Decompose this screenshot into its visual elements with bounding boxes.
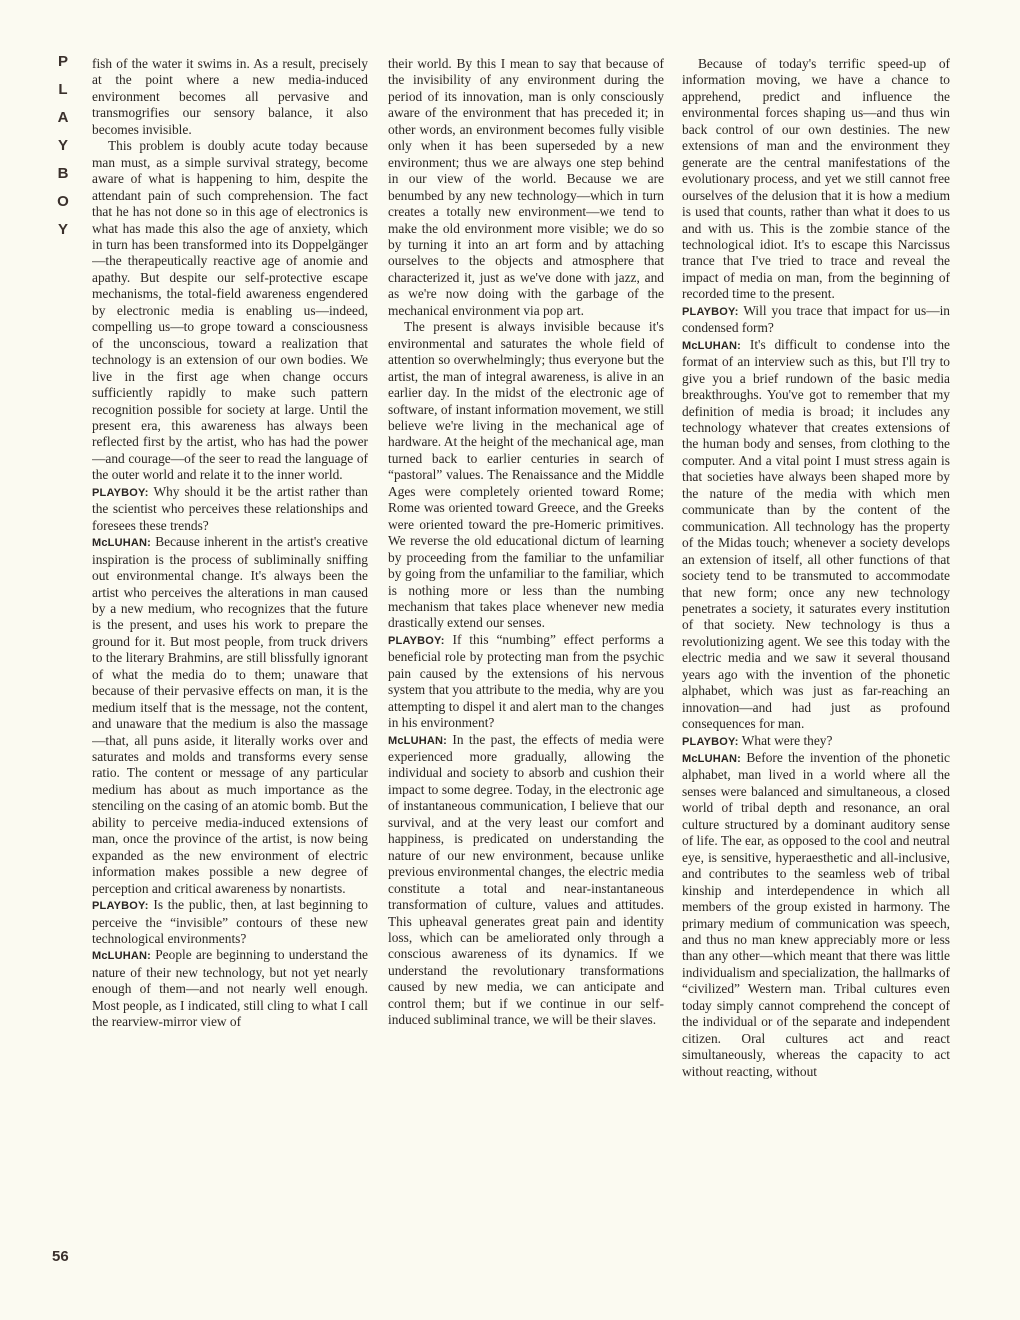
body-paragraph <box>388 732 664 1029</box>
text-column-2 <box>388 56 664 1286</box>
magazine-letter: O <box>57 193 69 210</box>
magazine-letter: L <box>58 81 68 98</box>
body-paragraph <box>92 947 368 1030</box>
paragraph-text: What were they? <box>741 732 833 748</box>
speaker-label: PLAYBOY: <box>92 486 149 499</box>
body-paragraph <box>682 56 950 303</box>
paragraph-text: Will you trace that impact for us—in condensed form? <box>682 302 950 336</box>
magazine-name-vertical <box>52 48 74 244</box>
body-paragraph <box>682 733 950 750</box>
body-paragraph <box>682 303 950 337</box>
body-paragraph <box>92 897 368 947</box>
text-column-1 <box>92 56 368 1286</box>
paragraph-text: Because inherent in the artist's creative inspiration is the process of subliminally sniffing out environmental change. It's always been the artist who perceives the alterations in man caused by a new medium, who recognizes that the future is the present, and uses his work to prepare the ground for it. But most people, from truck drivers to the literary Brahmins, are still blissfully ignorant of what the media do to them; unaware that because of their pervasive effects on man, it is the medium itself that is the message, not the content, and unaware that the medium is also the massage—that, all puns aside, it literally works over and saturates and molds and transforms every sense ratio. The content or message of any particular medium has about as much importance as the stenciling on the casing of an atomic bomb. But the ability to perceive media-induced extensions of man, once the province of the artist, is now being expanded as the new environment of electric information makes possible a new degree of perception and critical awareness by nonartists. <box>92 534 368 896</box>
paragraph-text: Why should it be the artist rather than the scientist who perceives these relationships and foresees these trends? <box>92 483 368 533</box>
magazine-letter: P <box>57 53 68 70</box>
paragraph-text: Before the invention of the phonetic alphabet, man lived in a world where all the senses were balanced and simultaneous, a closed world of tribal depth and resonance, an oral culture structured by a dominant auditory sense of life. The ear, as opposed to the cool and neutral eye, is sensitive, hyperaesthetic and all-inclusive, and contributes to the seamless web of tribal kinship and interdependence in which all members of the group existed in harmony. The primary medium of communication was speech, and thus no man knew appreciably more or less than any other—which meant that there was little individualism and specialization, the hallmarks of “civilized” Western man. Tribal cultures even today simply cannot comprehend the concept of the individual or of the separate and independent citizen. Oral cultures act and react simultaneously, whereas the capacity to act without reacting, without <box>682 750 950 1079</box>
body-paragraph <box>682 750 950 1080</box>
paragraph-text: The present is always invisible because it's environmental and saturates the whole field of attention so overwhelmingly; thus everyone but the artist, the man of integral awareness, is alive in an earlier day. In the midst of the electronic age of software, of instant information movement, we still believe we're living in the mechanical age of hardware. At the height of the mechanical age, man turned back to earlier centuries in search of “pastoral” values. The Renaissance and the Middle Ages were completely oriented toward Rome; Rome was oriented toward Greece, and the Greeks were oriented toward the pre-Homeric primitives. We reverse the old educational dictum of learning by proceeding from the familiar to the unfamiliar by going from the unfamiliar to the familiar, which is nothing more or less than the numbing mechanism that takes place whenever new media drastically extend our senses. <box>388 319 664 631</box>
paragraph-text: If this “numbing” effect performs a beneficial role by protecting man from the psychic pain caused by the extensions of his nervous system that you attribute to the media, why are you attempting to dispel it and alert man to the changes in his environment? <box>388 631 664 731</box>
speaker-label: PLAYBOY: <box>388 634 445 647</box>
magazine-letter: Y <box>57 221 68 238</box>
paragraph-text: People are beginning to understand the nature of their new technology, but not yet nearly enough of them—and not nearly well enough. Most people, as I indicated, still cling to what I call the rearview-mirror view of <box>92 947 368 1030</box>
paragraph-text: In the past, the effects of media were experienced more gradually, allowing the individual and society to absorb and cushion their impact to some degree. Today, in the electronic age of instantaneous communication, I believe that our survival, and at the very least our comfort and happiness, is predicated on understanding the nature of our new environment, because unlike previous environmental changes, the electric media constitute a total and near-instantaneous transformation of culture, values and attitudes. This upheaval generates great pain and identity loss, which can be ameliorated only through a conscious awareness of its dynamics. If we understand the revolutionary transformations caused by new media, we can anticipate and control them; but if we continue in our self-induced subliminal trance, we will be their slaves. <box>388 731 664 1028</box>
speaker-label: PLAYBOY: <box>92 900 149 913</box>
speaker-label: McLUHAN: <box>682 339 742 352</box>
speaker-label: McLUHAN: <box>682 753 742 766</box>
magazine-letter: A <box>57 109 69 126</box>
page-number: 56 <box>52 1248 69 1265</box>
magazine-letter: B <box>57 165 69 182</box>
speaker-label: PLAYBOY: <box>682 735 739 748</box>
magazine-letter: Y <box>57 137 68 154</box>
body-paragraph <box>92 484 368 534</box>
text-column-3 <box>682 56 950 1286</box>
speaker-label: McLUHAN: <box>92 537 152 550</box>
paragraph-text: fish of the water it swims in. As a result, precisely at the point where a new media-induced environment becomes all pervasive and transmogrifies our sensory balance, it also becomes invisible. <box>92 56 368 137</box>
body-paragraph <box>92 138 368 484</box>
paragraph-text: Is the public, then, at last beginning to perceive the “invisible” contours of these new technological environments? <box>92 897 368 947</box>
body-paragraph <box>388 319 664 632</box>
paragraph-text: This problem is doubly acute today because man must, as a simple survival strategy, become aware of what is happening to him, despite the attendant pain of such comprehension. The fact that he has not done so in this age of electronics is what has made this also the age of anxiety, which in turn has been transformed into its Doppelgänger—the therapeutically reactive age of anomie and apathy. But despite our self-protective escape mechanisms, the total-field awareness engendered by electronic media is enabling us—indeed, compelling us—to grope toward a consciousness of the unconscious, toward a realization that technology is an extension of our own bodies. We live in the first age when change occurs sufficiently rapidly to make such pattern recognition possible for society at large. Until the present era, this awareness has always been reflected first by the artist, who has had the power—and courage—of the seer to read the language of the outer world and relate it to the inner world. <box>92 138 368 483</box>
body-paragraph <box>388 632 664 732</box>
paragraph-text: It's difficult to condense into the format of an interview such as this, but I'll try to give you a brief rundown of the basic media breakthroughs. You've got to remember that my definition of media is broad; it includes any technology whatever that creates extensions of the human body and senses, from clothing to the computer. And a vital point I must stress again is that societies have always been shaped more by the nature of the media with which men communicate than by the content of the communication. All technology has the property of the Midas touch; whenever a society develops an extension of itself, all other functions of that society tend to be transmuted to accommodate that new form; once any new technology penetrates a society, it saturates every institution of that society. New technology is thus a revolutionizing agent. We see this today with the electric media and we saw it several thousand years ago with the invention of the phonetic alphabet, which was just as far-reaching an innovation—and had just as profound consequences for man. <box>682 336 950 732</box>
body-paragraph <box>92 534 368 897</box>
body-paragraph <box>682 337 950 733</box>
paragraph-text: their world. By this I mean to say that because of the invisibility of any environment during the period of its innovation, man is only consciously aware of the environment that has preceded it; in other words, an environment becomes fully visible only when it has been superseded by a new environment; thus we are always one step behind in our view of the world. Because we are benumbed by any new technology—which in turn creates a totally new environment—we tend to make the old environment more visible; we do so by turning it into an art form and by attaching ourselves to the objects and atmosphere that characterized it, just as we've done with jazz, and as we're now doing with the garbage of the mechanical environment via pop art. <box>388 56 664 318</box>
paragraph-text: Because of today's terrific speed-up of information moving, we have a chance to apprehend, predict and influence the environmental forces shaping us—and thus win back control of our own destinies. The new extensions of man and the environment they generate are the central manifestations of the evolutionary process, and yet we still cannot free ourselves of the delusion that it is how a medium is used that counts, rather than what it does to us and with us. This is the zombie stance of the technological idiot. It's to escape this Narcissus trance that I've tried to trace and reveal the impact of media on man, from the beginning of recorded time to the present. <box>682 56 950 302</box>
body-paragraph <box>388 56 664 319</box>
speaker-label: PLAYBOY: <box>682 305 739 318</box>
body-paragraph <box>92 56 368 138</box>
speaker-label: McLUHAN: <box>92 950 152 963</box>
speaker-label: McLUHAN: <box>388 734 448 747</box>
